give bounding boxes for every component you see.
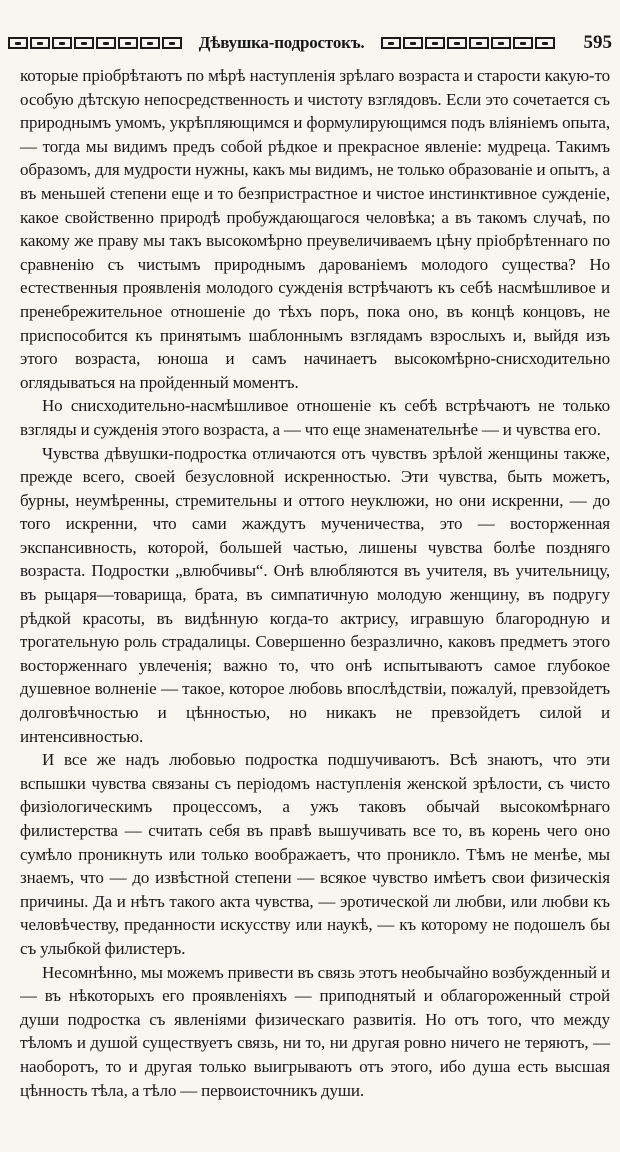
paragraph-2: Но снисходительно-насмѣшливое отношеніе къ себѣ встрѣчаютъ не только взгляды и сужденія этого возраста, а — что еще знаменательнѣе — и чувства его. <box>20 396 610 439</box>
running-title: Дѣвушка-подростокъ. <box>198 33 365 52</box>
ornament-box-icon <box>403 37 423 49</box>
ornament-box-icon <box>447 37 467 49</box>
ornament-box-icon <box>425 37 445 49</box>
header-ornament-left <box>8 37 182 49</box>
ornament-box-icon <box>52 37 72 49</box>
ornament-box-icon <box>513 37 533 49</box>
ornament-box-icon <box>30 37 50 49</box>
header-ornament-right <box>381 37 555 49</box>
ornament-box-icon <box>8 37 28 49</box>
paragraph-5: Несомнѣнно, мы можемъ привести въ связь этотъ необычайно возбужденный и — въ нѣкоторыхъ его проявленіяхъ — приподнятый и облагороженный строй души подростка съ явленіями физическаго развитія. Но отъ того, что между тѣломъ и душой существуетъ связь, ни то, ни другая ровно ничего не теряютъ, — наоборотъ, то и другая только выигрываютъ отъ этого, ибо душа есть высшая цѣнность тѣла, а тѣло — первоисточникъ души. <box>20 962 610 1100</box>
paragraph-3: Чувства дѣвушки-подростка отличаются отъ чувствъ зрѣлой женщины также, прежде всего, своей безусловной искренностью. Эти чувства, быть можетъ, бурны, неумѣренны, стремительны и оттого неуклюжи, но они искренни, — до того искренни, что сами жаждутъ мученичества, это — восторженная экспансивность, которой, большей частью, лишены чувства болѣе поздняго возраста. Подростки „влюбчивы“. Онѣ влюбляются въ учителя, въ учительницу, въ рыцаря—товарища, брата, въ симпатичную молодую женщину, въ подругу рѣдкой красоты, въ видѣнную когда-то актрису, игравшую благородную и трогательную роль страдалицы. Совершенно безразлично, каковъ предметъ этого восторженнаго увлеченія; важно то, что онѣ испытываютъ самое глубокое душевное волненіе — такое, которое любовь впослѣдствіи, пожалуй, превзойдетъ долговѣчностью и цѣнностью, но никакъ не превзойдетъ силой и интенсивностью. <box>20 443 610 746</box>
ornament-box-icon <box>140 37 160 49</box>
ornament-box-icon <box>118 37 138 49</box>
running-header <box>8 30 612 56</box>
paragraph-1: которые пріобрѣтаютъ по мѣрѣ наступленія зрѣлаго возраста и старости какую-то особую дѣтскую непосредственность и чистоту взглядовъ. Если это сочетается съ природнымъ умомъ, укрѣпляющимся и формулирующимся подъ вліяніемъ опыта, — тогда мы видимъ предъ собой рѣдкое и прекрасное явленіе: мудреца. Такимъ образомъ, для мудрости нужны, какъ мы видимъ, не только образованіе и опытъ, а въ меньшей степени еще и то безпристрастное и чистое инстинктивное сужденіе, какое свойственно природѣ пробуждающагося человѣка; а въ такомъ случаѣ, по какому же праву мы такъ высокомѣрно преувеличиваемъ цѣну пріобрѣтеннаго по сравненію съ чистымъ природнымъ дарованіемъ молодого существа? Но естественныя проявленія молодого сужденія встрѣчаютъ къ себѣ насмѣшливое и пренебрежительное отношеніе до тѣхъ поръ, пока оно, въ концѣ концовъ, не приспособится къ принятымъ шаблоннымъ взглядамъ взрослыхъ и, выйдя изъ этого возраста, юноша и самъ начинаетъ высокомѣрно-снисходительно оглядываться на пройденный моментъ. <box>20 66 610 392</box>
ornament-box-icon <box>96 37 116 49</box>
body-text <box>20 64 610 1102</box>
paragraph-4: И все же надъ любовью подростка подшучиваютъ. Всѣ знаютъ, что эти вспышки чувства связаны съ періодомъ наступленія женской зрѣлости, съ чисто физіологическимъ процессомъ, а ужъ таковъ обычай высокомѣрнаго филистерства — считать себя въ правѣ вышучивать все то, въ корень чего оно сумѣло проникнуть или только воображаетъ, что проникло. Тѣмъ не менѣе, мы знаемъ, что — до извѣстной степени — всякое чувство имѣетъ свои физическія причины. Да и нѣтъ такого акта чувства, — эротической ли любви, или любви къ человѣчеству, преданности искусству или наукѣ, — къ которому не подошелъ бы съ улыбкой филистеръ. <box>20 750 610 958</box>
ornament-box-icon <box>535 37 555 49</box>
ornament-box-icon <box>162 37 182 49</box>
ornament-box-icon <box>469 37 489 49</box>
ornament-box-icon <box>74 37 94 49</box>
ornament-box-icon <box>381 37 401 49</box>
page-number: 595 <box>583 32 612 53</box>
ornament-box-icon <box>491 37 511 49</box>
